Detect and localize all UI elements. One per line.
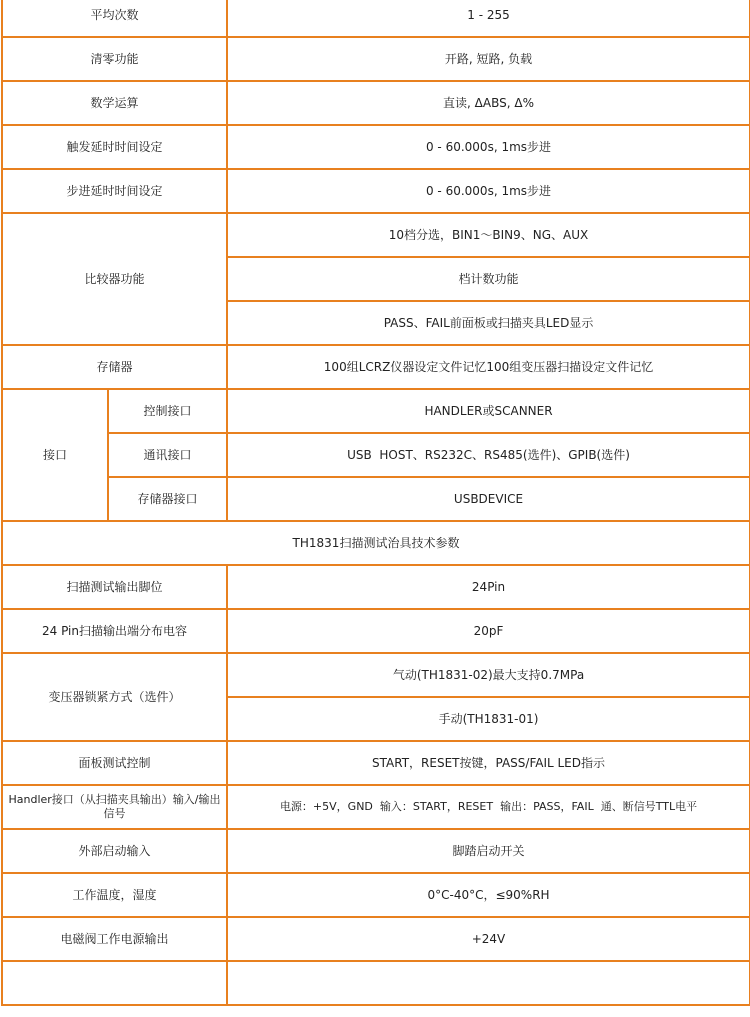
empty-cell <box>2 961 227 1005</box>
comparator-value: 10档分选，BIN1～BIN9、NG、AUX <box>227 213 750 257</box>
row-value: 1 - 255 <box>227 0 750 37</box>
row-value: 直读, ΔABS, Δ% <box>227 81 750 125</box>
table-row <box>2 609 750 653</box>
comparator-label: 比较器功能 <box>2 213 227 345</box>
row-label: Handler接口（从扫描夹具输出）输入/输出信号 <box>2 785 227 829</box>
row-value: START，RESET按键，PASS/FAIL LED指示 <box>227 741 750 785</box>
lock-value: 手动(TH1831-01) <box>227 697 750 741</box>
row-label: 24 Pin扫描输出端分布电容 <box>2 609 227 653</box>
table-row <box>2 477 750 521</box>
row-value: 20pF <box>227 609 750 653</box>
table-row <box>2 785 750 829</box>
row-label: 外部启动输入 <box>2 829 227 873</box>
table-row <box>2 389 750 433</box>
table-row <box>2 653 750 697</box>
storage-label: 存储器 <box>2 345 227 389</box>
interface-item-value: USB HOST、RS232C、RS485(选件)、GPIB(选件) <box>227 433 750 477</box>
table-row <box>2 125 750 169</box>
interface-item-value: HANDLER或SCANNER <box>227 389 750 433</box>
storage-value: 100组LCRZ仪器设定文件记忆100组变压器扫描设定文件记忆 <box>227 345 750 389</box>
row-value: +24V <box>227 917 750 961</box>
lock-value: 气动(TH1831-02)最大支持0.7MPa <box>227 653 750 697</box>
interface-item-label: 存储器接口 <box>108 477 227 521</box>
table-row <box>2 213 750 257</box>
table-row <box>2 829 750 873</box>
table-row <box>2 433 750 477</box>
table-row <box>2 741 750 785</box>
interface-item-label: 通讯接口 <box>108 433 227 477</box>
comparator-value: PASS、FAIL前面板或扫描夹具LED显示 <box>227 301 750 345</box>
interface-item-value: USBDEVICE <box>227 477 750 521</box>
table-row-partial <box>2 961 750 1005</box>
row-label: 平均次数 <box>2 0 227 37</box>
table-row <box>2 169 750 213</box>
table-row <box>2 0 750 37</box>
table-row <box>2 37 750 81</box>
row-value: 0 - 60.000s, 1ms步进 <box>227 169 750 213</box>
spec-table <box>1 0 750 1006</box>
table-row <box>2 81 750 125</box>
row-value: 脚踏启动开关 <box>227 829 750 873</box>
row-value: 开路, 短路, 负载 <box>227 37 750 81</box>
row-value: 24Pin <box>227 565 750 609</box>
table-row <box>2 345 750 389</box>
row-value: 0 - 60.000s, 1ms步进 <box>227 125 750 169</box>
empty-cell <box>227 961 750 1005</box>
row-value: 0°C-40°C，≤90%RH <box>227 873 750 917</box>
interface-item-label: 控制接口 <box>108 389 227 433</box>
row-label: 面板测试控制 <box>2 741 227 785</box>
table-row <box>2 521 750 565</box>
comparator-value: 档计数功能 <box>227 257 750 301</box>
row-label: 工作温度，湿度 <box>2 873 227 917</box>
row-label: 数学运算 <box>2 81 227 125</box>
row-label: 电磁阀工作电源输出 <box>2 917 227 961</box>
section-title: TH1831扫描测试治具技术参数 <box>2 521 750 565</box>
row-label: 触发延时时间设定 <box>2 125 227 169</box>
table-row <box>2 873 750 917</box>
table-row <box>2 917 750 961</box>
interface-label: 接口 <box>2 389 108 521</box>
row-label: 步进延时时间设定 <box>2 169 227 213</box>
lock-label: 变压器锁紧方式（选件） <box>2 653 227 741</box>
row-label: 扫描测试输出脚位 <box>2 565 227 609</box>
row-value: 电源：+5V，GND 输入：START，RESET 输出：PASS，FAIL 通、断信号TTL电平 <box>227 785 750 829</box>
row-label: 清零功能 <box>2 37 227 81</box>
table-row <box>2 565 750 609</box>
